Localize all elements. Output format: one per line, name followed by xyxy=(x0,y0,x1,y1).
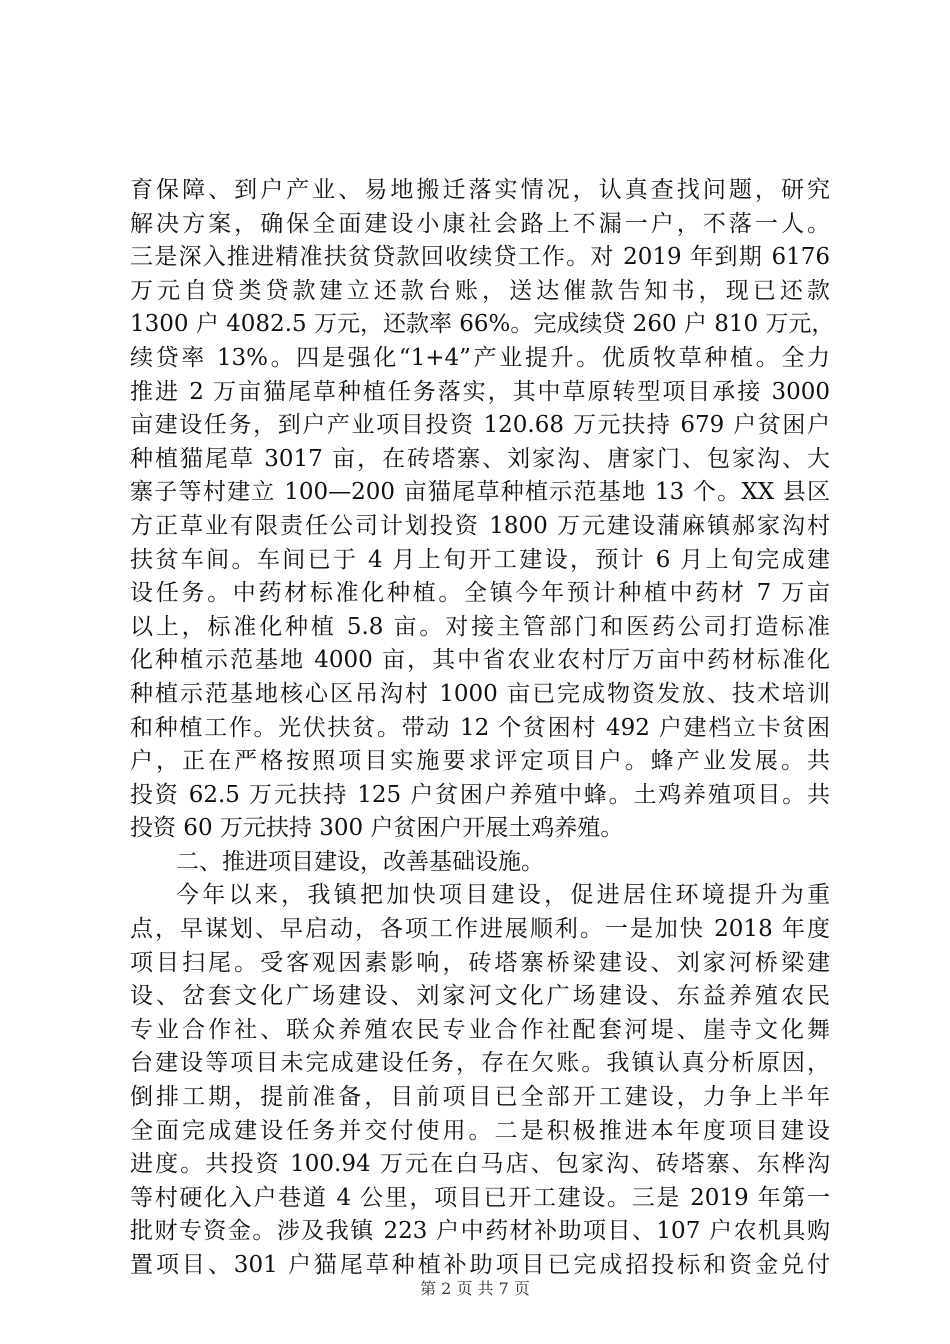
text-line: 以上，标准化种植 5.8 亩。对接主管部门和医药公司打造标准 xyxy=(130,613,830,640)
text-line: 化种植示范基地 4000 亩，其中省农业农村厅万亩中药材标准化 xyxy=(130,647,830,674)
text-line: 三是深入推进精准扶贫贷款回收续贷工作。对 2019 年到期 6176 xyxy=(130,244,830,271)
text-line: 育保障、到户产业、易地搬迁落实情况，认真查找问题，研究 xyxy=(130,177,830,203)
text-line: 进度。共投资 100.94 万元在白马店、包家沟、砖塔寨、东桦沟 xyxy=(130,1151,830,1178)
text-line: 亩建设任务，到户产业项目投资 120.68 万元扶持 679 户贫困户 xyxy=(130,412,830,439)
text-line: 倒排工期，提前准备，目前项目已全部开工建设，力争上半年 xyxy=(130,1084,830,1111)
text-line: 推进 2 万亩猫尾草种植任务落实，其中草原转型项目承接 3000 xyxy=(130,378,830,405)
text-line: 置项目、301 户猫尾草种植补助项目已完成招投标和资金兑付 xyxy=(130,1252,830,1278)
text-line: 专业合作社、联众养殖农民专业合作社配套河堤、崖寺文化舞 xyxy=(130,1016,830,1043)
text-line: 方正草业有限责任公司计划投资 1800 万元建设蒲麻镇郝家沟村 xyxy=(130,512,830,539)
text-line: 户，正在严格按照项目实施要求评定项目户。蜂产业发展。共 xyxy=(130,748,830,775)
text-line: 投资 62.5 万元扶持 125 户贫困户养殖中蜂。土鸡养殖项目。共 xyxy=(130,781,830,808)
text-line: 今年以来，我镇把加快项目建设，促进居住环境提升为重 xyxy=(176,882,830,909)
text-line: 解决方案，确保全面建设小康社会路上不漏一户，不落一人。 xyxy=(130,210,830,237)
text-line: 台建设等项目未完成建设任务，存在欠账。我镇认真分析原因， xyxy=(130,1050,830,1077)
text-line: 种植猫尾草 3017 亩，在砖塔寨、刘家沟、唐家门、包家沟、大 xyxy=(130,445,830,472)
text-line: 全面完成建设任务并交付使用。二是积极推进本年度项目建设 xyxy=(130,1117,830,1144)
text-line: 批财专资金。涉及我镇 223 户中药材补助项目、107 户农机具购 xyxy=(130,1218,830,1245)
page-footer: 第 2 页 共 7 页 xyxy=(420,1279,530,1298)
text-line: 寨子等村建立 100—200 亩猫尾草种植示范基地 13 个。XX 县区 xyxy=(130,479,830,506)
text-line: 投资 60 万元扶持 300 户贫困户开展土鸡养殖。 xyxy=(130,815,624,842)
text-line: 1300 户 4082.5 万元，还款率 66%。完成续贷 260 户 810 万元， xyxy=(130,311,835,338)
text-line: 项目扫尾。受客观因素影响，砖塔寨桥梁建设、刘家河桥梁建 xyxy=(130,949,830,976)
text-line: 续贷率 13%。四是强化“1+4”产业提升。优质牧草种植。全力 xyxy=(130,344,830,371)
text-line: 设、岔套文化广场建设、刘家河文化广场建设、东益养殖农民 xyxy=(130,983,830,1010)
text-line: 扶贫车间。车间已于 4 月上旬开工建设，预计 6 月上旬完成建 xyxy=(130,546,830,573)
document-body xyxy=(130,174,835,1283)
text-line: 和种植工作。光伏扶贫。带动 12 个贫困村 492 户建档立卡贫困 xyxy=(130,714,830,741)
text-line: 二、推进项目建设，改善基础设施。 xyxy=(176,848,544,875)
text-line: 点，早谋划、早启动，各项工作进展顺利。一是加快 2018 年度 xyxy=(130,916,830,943)
text-line: 种植示范基地核心区吊沟村 1000 亩已完成物资发放、技术培训 xyxy=(130,680,830,707)
text-line: 万元自贷类贷款建立还款台账，送达催款告知书，现已还款 xyxy=(130,277,830,304)
text-line: 等村硬化入户巷道 4 公里，项目已开工建设。三是 2019 年第一 xyxy=(130,1184,830,1211)
text-line: 设任务。中药材标准化种植。全镇今年预计种植中药材 7 万亩 xyxy=(130,580,830,607)
